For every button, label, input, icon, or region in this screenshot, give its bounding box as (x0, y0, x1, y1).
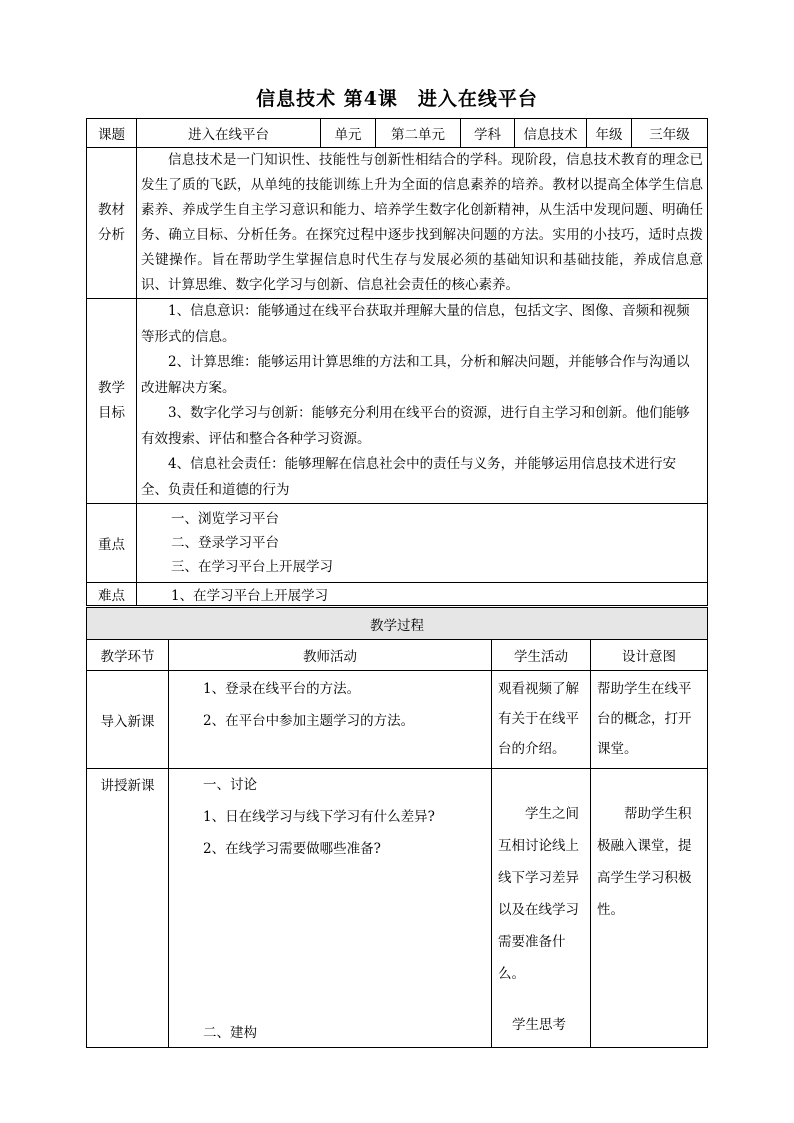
process-title: 教学过程 (87, 608, 708, 640)
unit-label: 单元 (321, 119, 376, 148)
course-label: 课题 (87, 119, 137, 148)
teacher-item: 2、在平台中参加主题学习的方法。 (203, 713, 415, 729)
analysis-label: 教材分析 (87, 148, 137, 299)
teacher-activity-teach (169, 769, 492, 1048)
key-points-label: 重点 (87, 504, 137, 583)
difficult-row (87, 583, 708, 606)
teacher-item: 一、讨论 (203, 777, 257, 793)
process-header-row (87, 640, 708, 671)
goals-row (87, 299, 708, 504)
grade-label: 年级 (587, 119, 632, 148)
teacher-item: 1、登录在线平台的方法。 (203, 681, 361, 697)
goal-item: 1、信息意识：能够通过在线平台获取并理解大量的信息，包括文字、图像、音频和视频等形式的信息。 (141, 303, 690, 345)
unit-value: 第二单元 (376, 119, 461, 148)
key-points-row (87, 504, 708, 583)
header-teacher: 教师活动 (169, 640, 492, 671)
header-intent: 设计意图 (591, 640, 708, 671)
teacher-item: 2、在线学习需要做哪些准备? (203, 841, 381, 857)
key-point-item: 三、在学习平台上开展学习 (171, 559, 333, 575)
teacher-activity-intro (169, 671, 492, 769)
teacher-item: 1、日在线学习与线下学习有什么差异? (203, 809, 435, 825)
subject-value: 信息技术 (515, 119, 587, 148)
analysis-row (87, 148, 708, 299)
goals-label: 教学目标 (87, 299, 137, 504)
stage-teach: 讲授新课 (87, 769, 169, 1048)
grade-value: 三年级 (632, 119, 708, 148)
student-discussion: 学生之间互相讨论线上线下学习差异以及在线学习需要准备什么。 (498, 806, 579, 982)
design-intent-teach: 帮助学生积极融入课堂，提高学生学习积极性。 (591, 769, 708, 1048)
difficult-text: 1、在学习平台上开展学习 (137, 583, 708, 606)
student-activity-teach (492, 769, 591, 1048)
process-row-intro (87, 671, 708, 769)
key-point-item: 二、登录学习平台 (171, 535, 279, 551)
stage-intro: 导入新课 (87, 671, 169, 769)
subject-label: 学科 (461, 119, 515, 148)
student-think: 学生思考 (512, 1017, 566, 1033)
analysis-text: 信息技术是一门知识性、技能性与创新性相结合的学科。现阶段，信息技术教育的理念已发生了质的飞跃，从单纯的技能训练上升为全面的信息素养的培养。教材以提高全体学生信息素养、养成学生自主学习意识和能力、培养学生数字化创新精神，从生活中发现问题、明确任务、确立目标、分析任务。在探究过程中逐步找到解决问题的方法。实用的小技巧，适时点拨关键操作。旨在帮助学生掌握信息时代生存与发展必须的基础知识和基础技能，养成信息意识、计算思维、数字化学习与创新、信息社会责任的核心素养。 (137, 148, 708, 299)
process-title-row (87, 608, 708, 640)
lesson-plan-table (86, 118, 708, 606)
header-stage: 教学环节 (87, 640, 169, 671)
goal-item: 2、计算思维：能够运用计算思维的方法和工具，分析和解决问题，并能够合作与沟通以改进解决方案。 (141, 354, 690, 396)
key-point-item: 一、浏览学习平台 (171, 511, 279, 527)
course-value: 进入在线平台 (137, 119, 321, 148)
process-row-teach (87, 769, 708, 1048)
header-student: 学生活动 (492, 640, 591, 671)
goals-list (137, 299, 708, 504)
goal-item: 3、数字化学习与创新：能够充分利用在线平台的资源，进行自主学习和创新。他们能够有效搜索、评估和整合各种学习资源。 (141, 405, 690, 447)
difficult-label: 难点 (87, 583, 137, 606)
process-table (86, 607, 708, 1048)
teacher-item-construct: 二、建构 (203, 1025, 257, 1041)
student-activity-intro: 观看视频了解有关于在线平台的介绍。 (492, 671, 591, 769)
header-row (87, 119, 708, 148)
key-points-list (137, 504, 708, 583)
design-intent-intro: 帮助学生在线平台的概念，打开课堂。 (591, 671, 708, 769)
page-title: 信息技术 第4课 进入在线平台 (256, 88, 538, 110)
goal-item: 4、信息社会责任：能够理解在信息社会中的责任与义务，并能够运用信息技术进行安全、负责任和道德的行为 (141, 456, 677, 498)
